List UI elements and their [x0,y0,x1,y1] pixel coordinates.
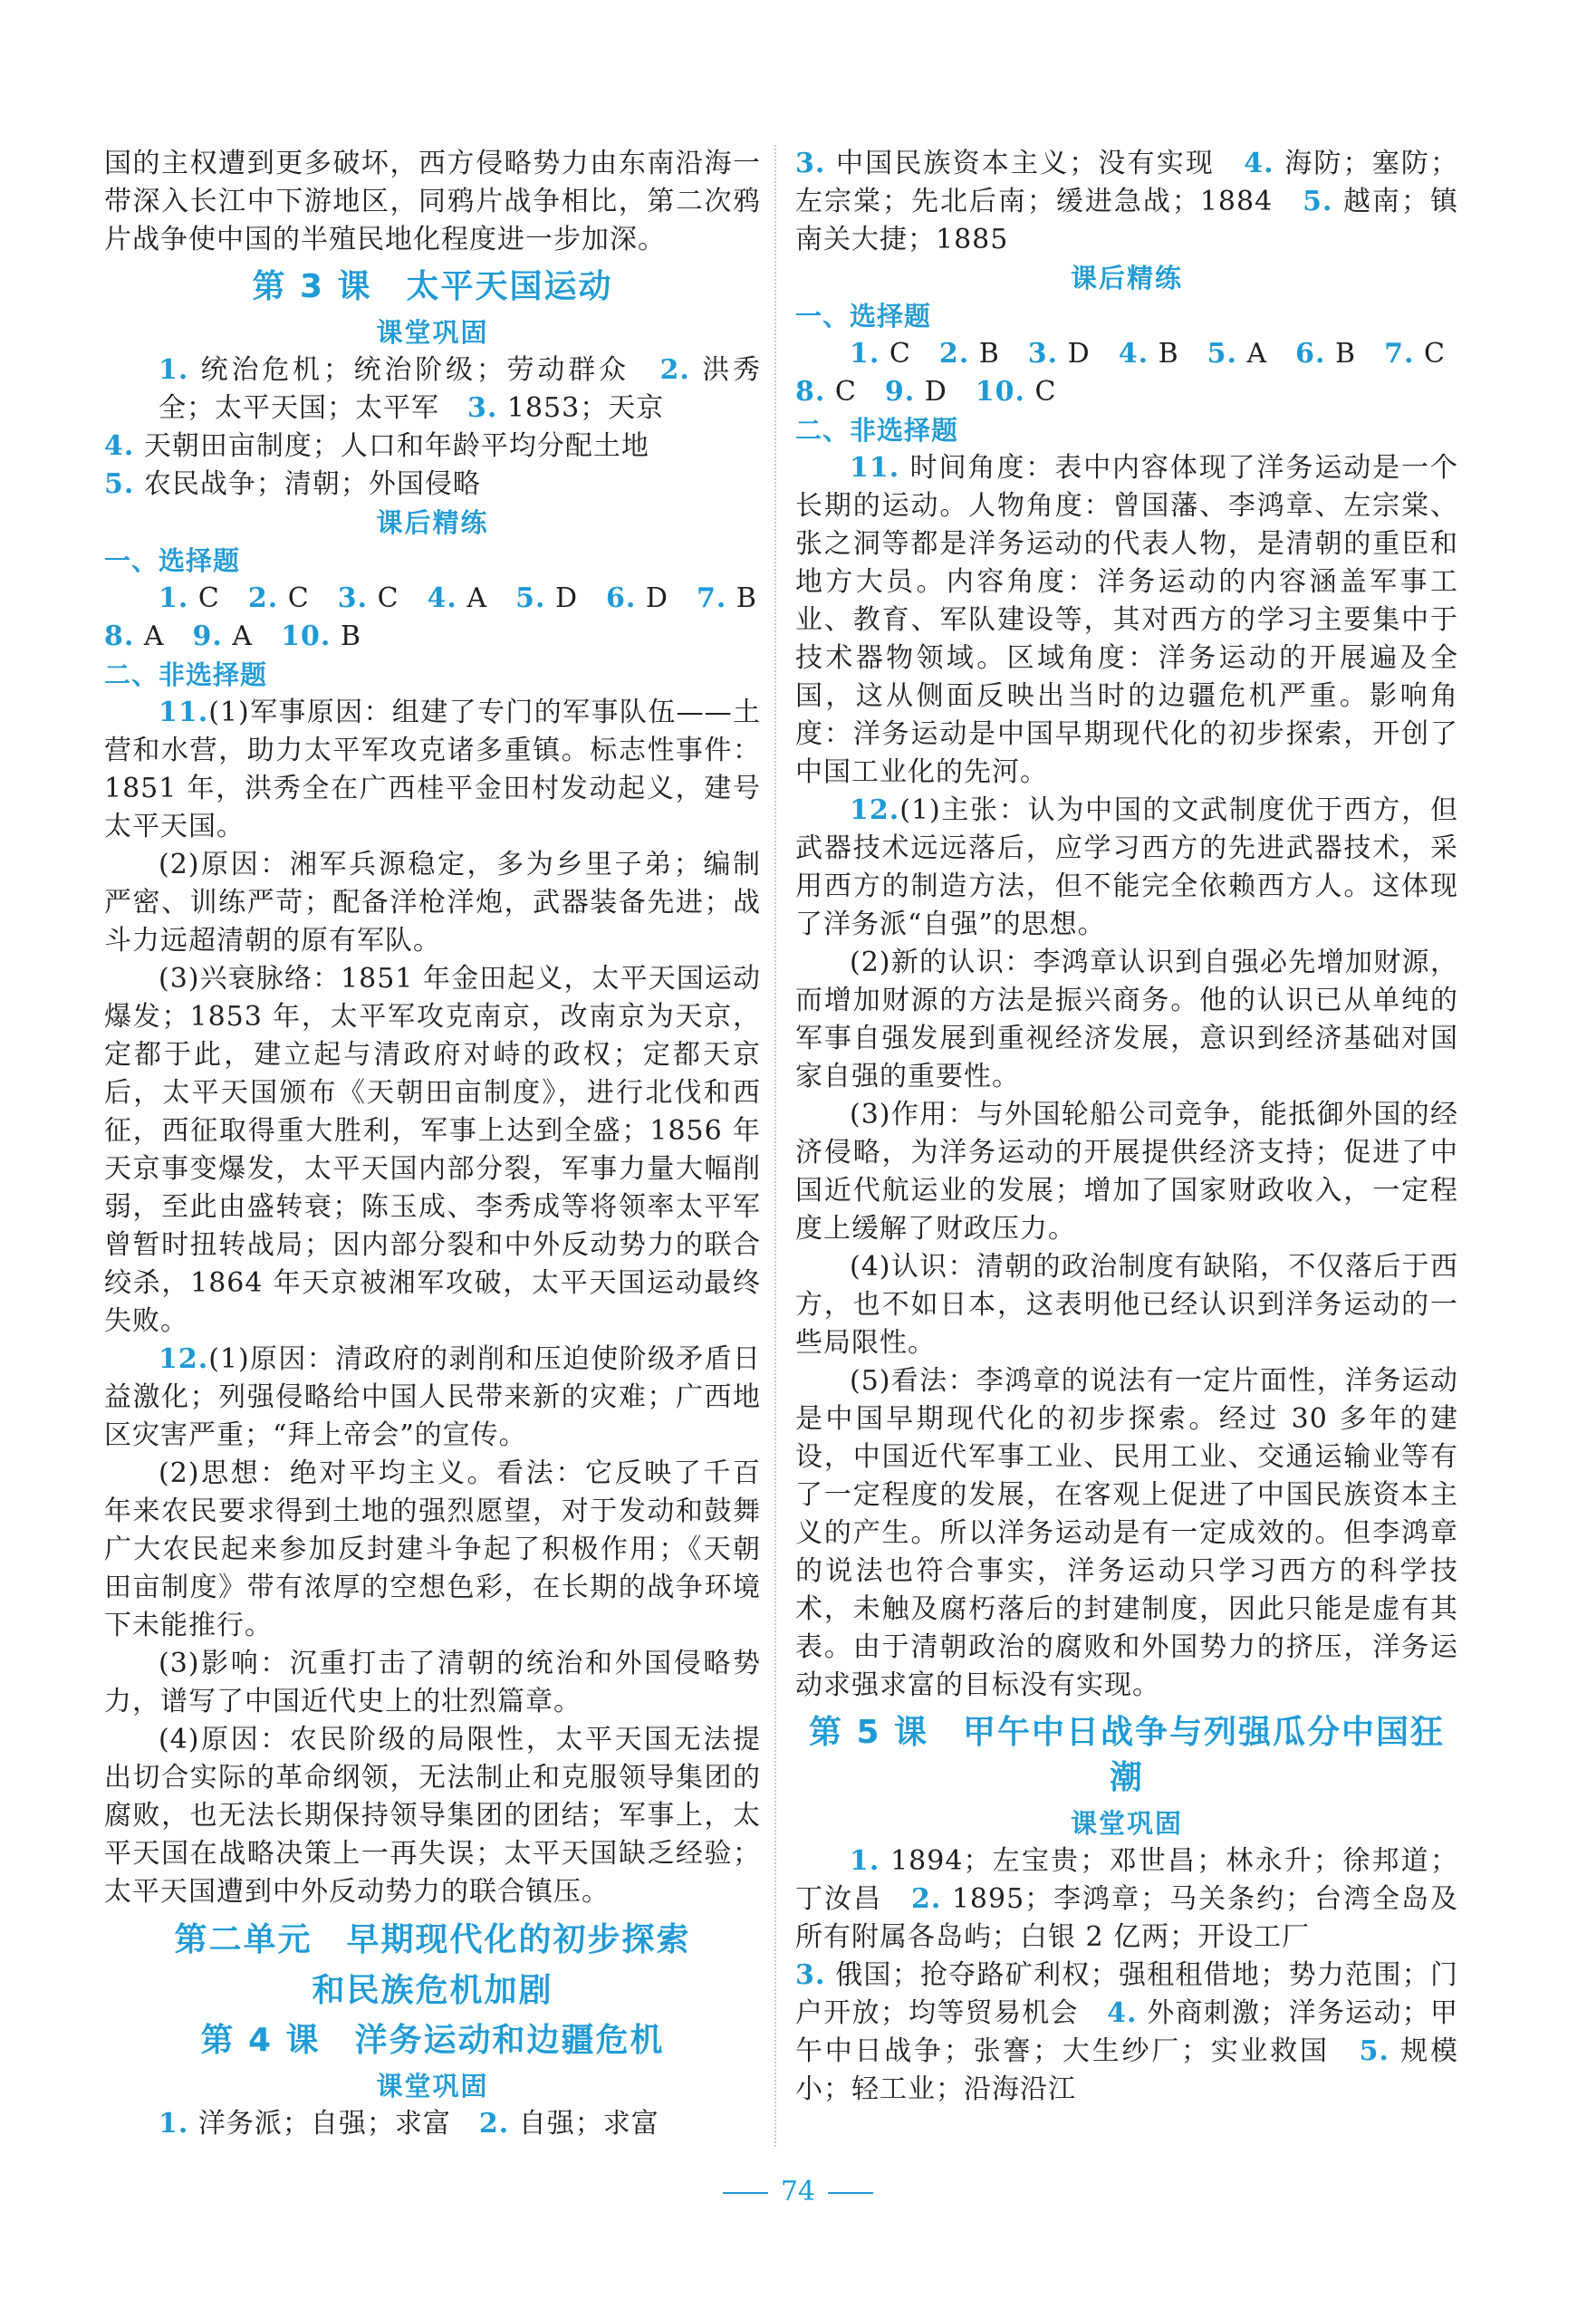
mc-answers-row-1: 1. C 2. C 3. C 4. A 5. D 6. D 7. B [159,582,757,614]
mc-answers-row-2-b: 8. C 9. D 10. C [795,376,1057,408]
q11-part-2: (2)原因：湘军兵源稳定，多为乡里子弟；编制严密、训练严苛；配备洋枪洋炮，武器装备先进；战斗力远超清朝的原有军队。 [104,849,761,957]
mc-heading-2: 一、选择题 [795,301,932,332]
after-class-heading: 课后精练 [376,507,489,538]
mc-answers-row-2: 8. A 9. A 10. B [104,620,361,652]
unit-2-title-line-1: 第二单元 早期现代化的初步探索 [174,1921,691,1958]
q12-part-2: (2)思想：绝对平均主义。看法：它反映了千百年来农民要求得到土地的强烈愿望，对于发动和鼓舞广大农民起来参加反封建斗争起了积极作用；《天朝田亩制度》带有浓厚的空想色彩，在长期的战争环境下未能推行。 [104,1457,761,1641]
q11-part-3: (3)兴衰脉络：1851 年金田起义，太平天国运动爆发；1853 年，太平军攻克南京，改南京为天京，定都于此，建立起与清政府对峙的政权；定都天京后，太平天国颁布《天朝田亩制度》，进行北伐和西征，西征取得重大胜利，军事上达到全盛；1856 年天京事变爆发，太平天国内部分裂，军事力量大幅削弱，至此由盛转衰；陈玉成、李秀成等将领率太平军曾暂时扭转战局；因内部分裂和中外反动势力的联合绞杀，1864 年天京被湘军攻破，太平天国运动最终失败。 [104,963,761,1337]
l5-review-item-3: 3. 俄国；抢夺路矿利权；强租租借地；势力范围；门户开放；均等贸易机会 4. 外商刺激；洋务运动；甲午中日战争；张謇；大生纱厂；实业救国 5. 规模小；轻工业；沿海沿江 [795,1959,1459,2105]
l4-review-items-cont: 3. 中国民族资本主义；没有实现 4. 海防；塞防；左宗棠；先北后南；缓进急战；1884 5. 越南；镇南关大捷；1885 [795,148,1459,255]
classroom-review-heading: 课堂巩固 [376,317,489,348]
page-number: 74 [780,2176,816,2207]
left-column [104,145,761,2143]
q11-part-1: 11.(1)军事原因：组建了专门的军事队伍——土营和水营，助力太平军攻克诸多重镇。标志性事件：1851 年，洪秀全在广西桂平金田村发动起义，建号太平天国。 [104,697,761,842]
lesson-4-title: 第 4 课 洋务运动和边疆危机 [200,2022,665,2059]
classroom-review-heading-2: 课堂巩固 [376,2071,489,2102]
footer-dash-right [828,2192,873,2194]
mc-heading: 一、选择题 [104,545,241,576]
q11-answer: 11. 时间角度：表中内容体现了洋务运动是一个长期的运动。人物角度：曾国藩、李鸿章、左宗棠、张之洞等都是洋务运动的代表人物，是清朝的重臣和地方大员。内容角度：洋务运动的内容涵盖军事工业、教育、军队建设等，其对西方的学习主要集中于技术器物领域。区域角度：洋务运动的开展遍及全国，这从侧面反映出当时的边疆危机严重。影响角度：洋务运动是中国早期现代化的初步探索，开创了中国工业化的先河。 [795,452,1458,788]
q12-part-3-b: (3)作用：与外国轮船公司竞争，能抵御外国的经济侵略，为洋务运动的开展提供经济支持；促进了中国近代航运业的发展；增加了国家财政收入，一定程度上缓解了财政压力。 [795,1099,1458,1245]
q12-part-2-b: (2)新的认识：李鸿章认识到自强必先增加财源，而增加财源的方法是振兴商务。他的认识已从单纯的军事自强发展到重视经济发展，意识到经济基础对国家自强的重要性。 [795,947,1458,1092]
l4-review-items: 1. 洋务派；自强；求富 2. 自强；求富 [159,2108,659,2140]
lesson-5-title: 第 5 课 甲午中日战争与列强瓜分中国狂潮 [808,1714,1446,1796]
non-mc-heading: 二、非选择题 [104,659,268,690]
q12-part-4-b: (4)认识：清朝的政治制度有缺陷，不仅落后于西方，也不如日本，这表明他已经认识到洋务运动的一些局限性。 [795,1251,1458,1359]
l3-review-item-5: 5. 农民战争；清朝；外国侵略 [104,468,481,500]
q12-part-1-b: 12.(1)主张：认为中国的文武制度优于西方，但武器技术远远落后，应学习西方的先进武器技术，采用西方的制造方法，但不能完全依赖西方人。这体现了洋务派“自强”的思想。 [795,794,1458,940]
right-column [795,145,1458,2109]
q12-part-4: (4)原因：农民阶级的局限性，太平天国无法提出切合实际的革命纲领，无法制止和克服领导集团的腐败，也无法长期保持领导集团的团结；军事上，太平天国在战略决策上一再失误；太平天国缺乏经验；太平天国遭到中外反动势力的联合镇压。 [104,1724,761,1908]
q12-part-5-b: (5)看法：李鸿章的说法有一定片面性，洋务运动是中国早期现代化的初步探索。经过 30 多年的建设，中国近代军事工业、民用工业、交通运输业等有了一定程度的发展，在客观上促进了中国民族资本主义的产生。所以洋务运动是有一定成效的。但李鸿章的说法也符合事实，洋务运动只学习西方的科学技术，未触及腐朽落后的封建制度，因此只能是虚有其表。由于清朝政治的腐败和外国势力的挤压，洋务运动求强求富的目标没有实现。 [795,1365,1458,1701]
q12-part-1: 12.(1)原因：清政府的剥削和压迫使阶级矛盾日益激化；列强侵略给中国人民带来新的灾难；广西地区灾害严重；“拜上帝会”的宣传。 [104,1343,761,1451]
lesson-3-title: 第 3 课 太平天国运动 [252,268,613,305]
l3-review-item-4: 4. 天朝田亩制度；人口和年龄平均分配土地 [104,430,649,462]
footer-dash-left [723,2192,768,2194]
after-class-heading-2: 课后精练 [1070,263,1183,293]
q12-part-3: (3)影响：沉重打击了清朝的统治和外国侵略势力，谱写了中国近代史上的壮烈篇章。 [104,1648,761,1717]
page-footer [0,2174,1596,2210]
unit-2-title-line-2: 和民族危机加剧 [312,1972,553,2009]
classroom-review-heading-3: 课堂巩固 [1070,1808,1183,1839]
l5-review-item-1: 1. 1894；左宝贵；邓世昌；林永升；徐邦道；丁汝昌 2. 1895；李鸿章；马关条约；台湾全岛及所有附属各岛屿；白银 2 亿两；开设工厂 [795,1845,1459,1953]
l3-review-items: 1. 统治危机；统治阶级；劳动群众 2. 洪秀全；太平天国；太平军 3. 1853；天京 [159,354,761,424]
column-divider [774,145,776,2147]
non-mc-heading-2: 二、非选择题 [795,415,959,446]
mc-answers-row-1-b: 1. C 2. B 3. D 4. B 5. A 6. B 7. C [850,338,1446,370]
intro-text: 国的主权遭到更多破坏，西方侵略势力由东南沿海一带深入长江中下游地区，同鸦片战争相比，第二次鸦片战争使中国的半殖民地化程度进一步加深。 [104,148,761,255]
